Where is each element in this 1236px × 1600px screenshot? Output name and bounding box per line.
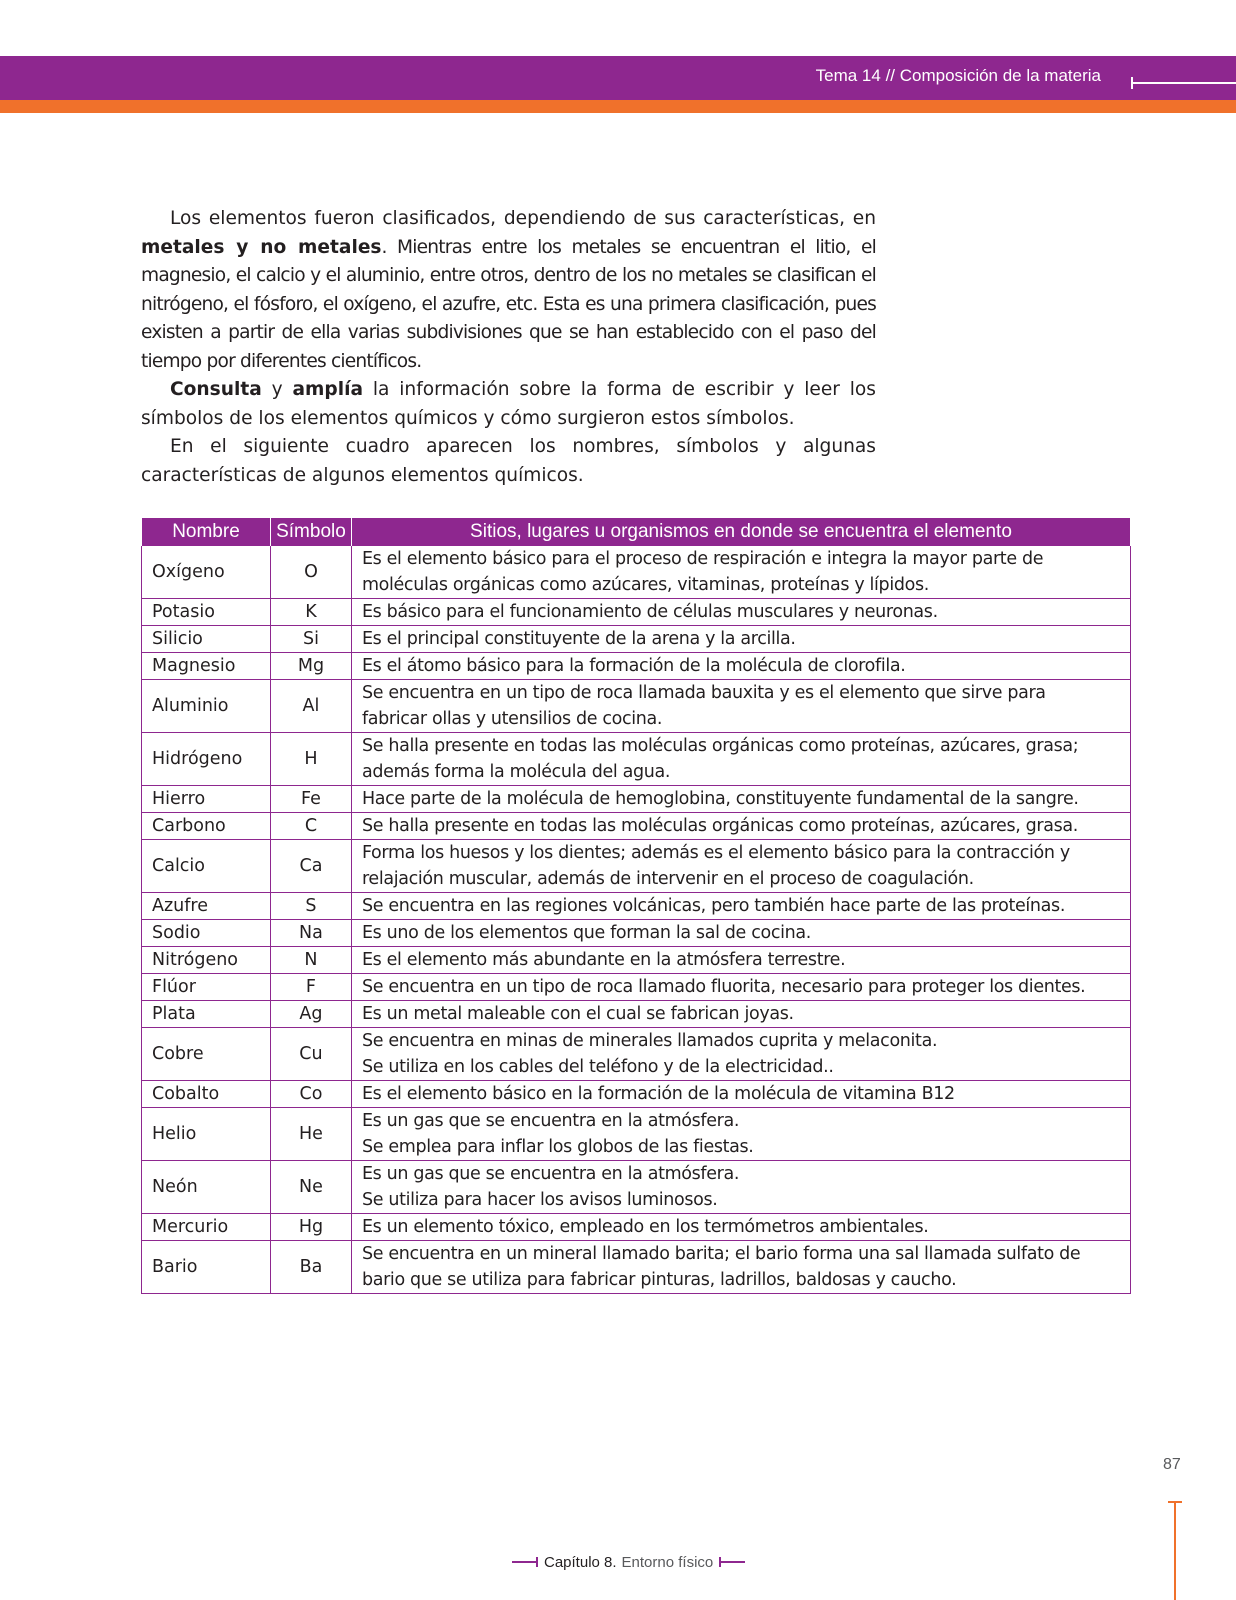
table-row — [142, 546, 1131, 599]
table-row — [142, 813, 1131, 840]
paragraph-text: la información sobre la forma de escribir y leer los símbolos de los elementos químicos y cómo surgieron estos símbolos. — [141, 379, 876, 429]
element-description-cell: Es el elemento básico en la formación de la molécula de vitamina B12 — [351, 1081, 1130, 1108]
element-description-cell: Es el átomo básico para la formación de la molécula de clorofila. — [351, 653, 1130, 680]
page-number: 87 — [1163, 1456, 1181, 1473]
element-symbol-cell: Ba — [270, 1241, 351, 1294]
element-name-cell: Calcio — [142, 840, 271, 893]
paragraph-text: Los elementos fueron clasificados, dependiendo de sus características, en — [170, 208, 876, 229]
element-description-cell: Hace parte de la molécula de hemoglobina, constituyente fundamental de la sangre. — [351, 786, 1130, 813]
chapter-name: Entorno físico — [621, 1553, 714, 1571]
table-row — [142, 733, 1131, 786]
element-symbol-cell: H — [270, 733, 351, 786]
element-name-cell: Hierro — [142, 786, 271, 813]
table-row — [142, 1161, 1131, 1214]
table-row — [142, 626, 1131, 653]
element-description-cell: Forma los huesos y los dientes; además es el elemento básico para la contracción y relajación muscular, además de intervenir en el proceso de coagulación. — [351, 840, 1130, 893]
paragraph-text: . Mientras entre los metales se encuentran el litio, el magnesio, el calcio y el aluminio, entre otros, dentro de los no metales se clasifican el nitrógeno, el fósforo, el oxígeno, el azufre, etc. Esta es una primera clasificación, pues existen a partir de ella varias subdivisiones que se han establecido con el paso del tiempo por diferentes científicos. — [141, 236, 876, 372]
element-name-cell: Carbono — [142, 813, 271, 840]
element-symbol-cell: F — [270, 974, 351, 1001]
bold-term: Consulta — [170, 379, 262, 400]
table-row — [142, 786, 1131, 813]
element-symbol-cell: Fe — [270, 786, 351, 813]
element-name-cell: Neón — [142, 1161, 271, 1214]
element-description-cell: Es el elemento básico para el proceso de respiración e integra la mayor parte de moléculas orgánicas como azúcares, vitaminas, proteínas y lípidos. — [351, 546, 1130, 599]
element-symbol-cell: Ne — [270, 1161, 351, 1214]
footer-deco-right — [719, 1561, 745, 1563]
table-row — [142, 840, 1131, 893]
element-name-cell: Aluminio — [142, 680, 271, 733]
element-symbol-cell: K — [270, 599, 351, 626]
paragraph-table-intro: En el siguiente cuadro aparecen los nombres, símbolos y algunas características de algunos elementos químicos. — [141, 436, 876, 486]
element-name-cell: Silicio — [142, 626, 271, 653]
element-description-cell: Es básico para el funcionamiento de células musculares y neuronas. — [351, 599, 1130, 626]
table-row — [142, 1001, 1131, 1028]
element-name-cell: Hidrógeno — [142, 733, 271, 786]
element-symbol-cell: C — [270, 813, 351, 840]
paragraph-text: y — [261, 379, 293, 400]
elements-table — [141, 518, 1131, 1294]
margin-rule — [1174, 1501, 1176, 1600]
element-description-cell: Se halla presente en todas las moléculas orgánicas como proteínas, azúcares, grasa; además forma la molécula del agua. — [351, 733, 1130, 786]
table-row — [142, 947, 1131, 974]
table-row — [142, 1028, 1131, 1081]
footer-deco-left — [512, 1561, 538, 1563]
element-description-cell: Se encuentra en minas de minerales llamados cuprita y melaconita. Se utiliza en los cables del teléfono y de la electricidad.. — [351, 1028, 1130, 1081]
body-text — [141, 205, 876, 490]
table-row — [142, 1108, 1131, 1161]
table-row — [142, 1214, 1131, 1241]
element-symbol-cell: Si — [270, 626, 351, 653]
element-symbol-cell: O — [270, 546, 351, 599]
element-description-cell: Se encuentra en un mineral llamado barita; el bario forma una sal llamada sulfato de bario que se utiliza para fabricar pinturas, ladrillos, baldosas y caucho. — [351, 1241, 1130, 1294]
bold-term: metales y no metales — [141, 236, 382, 258]
table-row — [142, 920, 1131, 947]
element-name-cell: Bario — [142, 1241, 271, 1294]
bold-term: amplía — [292, 379, 363, 400]
element-description-cell: Se halla presente en todas las moléculas orgánicas como proteínas, azúcares, grasa. — [351, 813, 1130, 840]
element-name-cell: Cobalto — [142, 1081, 271, 1108]
element-symbol-cell: Na — [270, 920, 351, 947]
element-name-cell: Mercurio — [142, 1214, 271, 1241]
element-description-cell: Se encuentra en las regiones volcánicas, pero también hace parte de las proteínas. — [351, 893, 1130, 920]
element-name-cell: Helio — [142, 1108, 271, 1161]
element-symbol-cell: Co — [270, 1081, 351, 1108]
table-row — [142, 599, 1131, 626]
table-row — [142, 1241, 1131, 1294]
element-symbol-cell: Cu — [270, 1028, 351, 1081]
chapter-label: Capítulo 8. — [544, 1553, 617, 1571]
element-symbol-cell: Al — [270, 680, 351, 733]
topic-title: Tema 14 // Composición de la materia — [815, 66, 1101, 85]
header-line — [1132, 82, 1236, 84]
table-row — [142, 1081, 1131, 1108]
element-symbol-cell: Mg — [270, 653, 351, 680]
element-symbol-cell: N — [270, 947, 351, 974]
element-name-cell: Magnesio — [142, 653, 271, 680]
column-header-sites: Sitios, lugares u organismos en donde se encuentra el elemento — [351, 518, 1130, 546]
element-description-cell: Es el elemento más abundante en la atmósfera terrestre. — [351, 947, 1130, 974]
element-symbol-cell: Hg — [270, 1214, 351, 1241]
table-row — [142, 680, 1131, 733]
element-name-cell: Plata — [142, 1001, 271, 1028]
element-description-cell: Se encuentra en un tipo de roca llamado fluorita, necesario para proteger los dientes. — [351, 974, 1130, 1001]
element-name-cell: Flúor — [142, 974, 271, 1001]
element-name-cell: Azufre — [142, 893, 271, 920]
element-name-cell: Nitrógeno — [142, 947, 271, 974]
element-description-cell: Es un elemento tóxico, empleado en los termómetros ambientales. — [351, 1214, 1130, 1241]
element-symbol-cell: He — [270, 1108, 351, 1161]
element-symbol-cell: Ag — [270, 1001, 351, 1028]
table-row — [142, 893, 1131, 920]
element-description-cell: Se encuentra en un tipo de roca llamada bauxita y es el elemento que sirve para fabricar ollas y utensilios de cocina. — [351, 680, 1130, 733]
element-description-cell: Es un gas que se encuentra en la atmósfera. Se utiliza para hacer los avisos luminosos. — [351, 1161, 1130, 1214]
element-description-cell: Es un metal maleable con el cual se fabrican joyas. — [351, 1001, 1130, 1028]
table-row — [142, 653, 1131, 680]
element-symbol-cell: Ca — [270, 840, 351, 893]
column-header-symbol: Símbolo — [270, 518, 351, 546]
element-name-cell: Cobre — [142, 1028, 271, 1081]
chapter-footer — [512, 1551, 745, 1573]
element-name-cell: Potasio — [142, 599, 271, 626]
header-accent-stripe — [0, 100, 1236, 113]
column-header-name: Nombre — [142, 518, 271, 546]
element-name-cell: Oxígeno — [142, 546, 271, 599]
table-body — [142, 546, 1131, 1294]
table-header-row — [142, 518, 1131, 546]
element-description-cell: Es uno de los elementos que forman la sal de cocina. — [351, 920, 1130, 947]
table-row — [142, 974, 1131, 1001]
element-description-cell: Es el principal constituyente de la arena y la arcilla. — [351, 626, 1130, 653]
element-description-cell: Es un gas que se encuentra en la atmósfera. Se emplea para inflar los globos de las fiestas. — [351, 1108, 1130, 1161]
element-symbol-cell: S — [270, 893, 351, 920]
element-name-cell: Sodio — [142, 920, 271, 947]
paragraph-consulta — [141, 376, 876, 433]
paragraph-classification — [141, 205, 876, 376]
